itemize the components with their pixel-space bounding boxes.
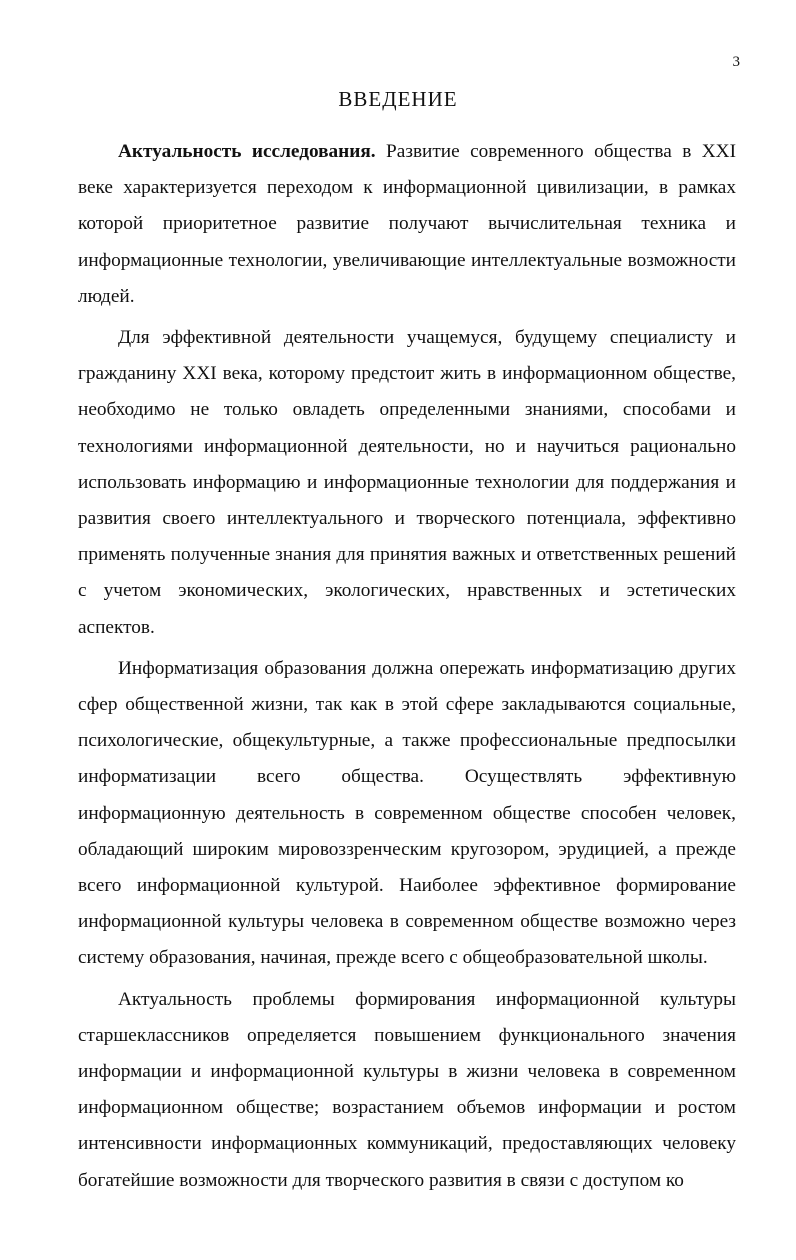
paragraph-lead: Актуальность исследования. [118,141,376,162]
page-number: 3 [732,54,740,70]
paragraph-text: Развитие современного общества в XXI веке характеризуется переходом к информационной цивилизации, в рамках которой приоритетное развитие получают вычислительная техника и информационные технологии, увеличивающие интеллектуальные возможности людей. [78,141,737,307]
paragraph: Для эффективной деятельности учащемуся, будущему специалисту и гражданину XXI века, которому предстоит жить в информационном обществе, необходимо не только овладеть определенными знаниями, способами и технологиями информационной деятельности, но и научиться рационально использовать информацию и информационные технологии для поддержания и развития своего интеллектуального и творческого потенциала, эффективно применять полученные знания для принятия важных и ответственных решений с учетом экономических, экологических, нравственных и эстетических аспектов. [78,327,736,638]
document-body [78,134,736,1199]
page-title: ВВЕДЕНИЕ [338,87,458,111]
paragraph: Информатизация образования должна опережать информатизацию других сфер общественной жизни, так как в этой сфере закладываются социальные, психологические, общекультурные, а также профессиональные предпосылки информатизации всего общества. Осуществлять эффективную информационную деятельность в современном обществе способен человек, обладающий широким мировоззренческим кругозором, эрудицией, а прежде всего информационной культурой. Наиболее эффективное формирование информационной культуры человека в современном обществе возможно через систему образования, начиная, прежде всего с общеобразовательной школы. [78,657,736,969]
paragraph: Актуальность проблемы формирования информационной культуры старшеклассников определяется повышением функционального значения информации и информационной культуры в жизни человека в современном информационном обществе; возрастанием объемов информации и ростом интенсивности информационных коммуникаций, предоставляющих человеку богатейшие возможности для творческого развития в связи с доступом ко [78,988,736,1191]
paragraph [78,134,736,315]
